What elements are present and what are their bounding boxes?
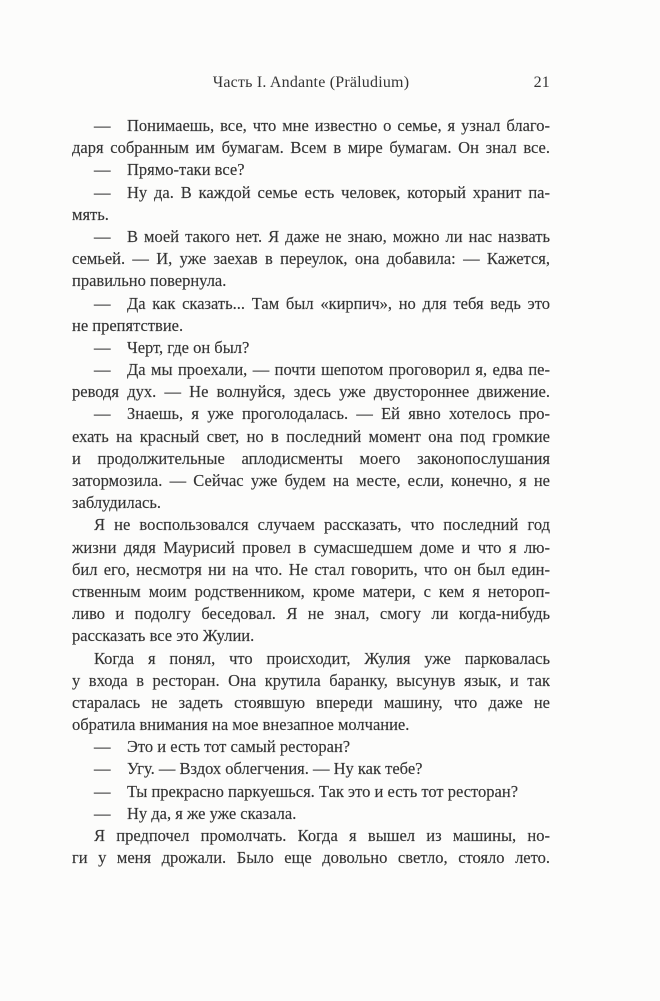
text-line: ги у меня дрожали. Было еще довольно светло, стояло лето. — [72, 848, 550, 868]
text-line: ливо и подолгу беседовал. Я не знал, смогу ли когда-нибудь — [72, 604, 550, 624]
text-line: обратила внимания на мое внезапное молчание. — [72, 715, 410, 735]
text-line: семьей. — И, уже заехав в переулок, она добавила: — Кажется, — [72, 249, 550, 269]
text-line: — Да мы проехали, — почти шепотом проговорил я, едва пе- — [94, 360, 550, 380]
text-line: мять. — [72, 204, 109, 224]
text-line: бил его, несмотря ни на что. Не стал говорить, что он был един- — [72, 559, 550, 579]
text-line: Когда я понял, что происходит, Жулия уже парковалась — [94, 648, 550, 668]
text-line: заблудилась. — [72, 493, 162, 513]
text-line: Я предпочел промолчать. Когда я вышел из машины, но- — [94, 826, 550, 845]
text-line: — Да как сказать... Там был «кирпич», но для тебя ведь это — [94, 293, 550, 313]
text-line: не препятствие. — [72, 315, 184, 335]
text-line: Я не воспользовался случаем рассказать, что последний год — [94, 515, 550, 535]
text-line: затормозила. — Сейчас уже будем на месте, если, конечно, я не — [72, 471, 550, 490]
text-line: — Ну да, я же уже сказала. — [94, 803, 297, 823]
text-line: правильно повернула. — [72, 271, 227, 291]
text-line: у входа в ресторан. Она крутила баранку, высунув язык, и так — [72, 670, 550, 690]
chapter-header-title: Часть I. Andante (Präludium) — [212, 74, 410, 91]
text-line: рассказать все это Жулии. — [72, 626, 255, 646]
text-line: — Ты прекрасно паркуешься. Так это и есть тот ресторан? — [94, 781, 519, 801]
text-line: — Понимаешь, все, что мне известно о семье, я узнал благо- — [94, 116, 550, 135]
text-line: — В моей такого нет. Я даже не знаю, можно ли нас назвать — [94, 226, 550, 246]
text-line: старалась не задеть стоявшую впереди машину, что даже не — [72, 692, 550, 712]
text-line: ехать на красный свет, но в последний момент она под громкие — [72, 426, 550, 446]
text-line: — Угу. — Вздох облегчения. — Ну как тебе? — [94, 759, 423, 779]
running-header — [72, 73, 550, 93]
text-line: — Это и есть тот самый ресторан? — [94, 737, 351, 757]
text-line: — Прямо-таки все? — [94, 160, 245, 180]
page-body-text — [72, 115, 550, 869]
page-number: 21 — [533, 74, 550, 91]
text-line: — Знаешь, я уже проголодалась. — Ей явно хотелось про- — [94, 404, 550, 424]
text-line: — Черт, где он был? — [94, 337, 250, 357]
text-line: реводя дух. — Не волнуйся, здесь уже двустороннее движение. — [72, 382, 550, 402]
text-line: ственным моим родственником, кроме матери, с кем я нетороп- — [72, 581, 550, 601]
text-line: — Ну да. В каждой семье есть человек, который хранит па- — [94, 182, 550, 202]
text-line: даря собранным им бумагам. Всем в мире бумагам. Он знал все. — [72, 138, 550, 158]
text-line: и продолжительные аплодисменты моего законопослушания — [72, 448, 550, 468]
text-line: жизни дядя Маурисий провел в сумасшедшем доме и что я лю- — [72, 537, 550, 557]
